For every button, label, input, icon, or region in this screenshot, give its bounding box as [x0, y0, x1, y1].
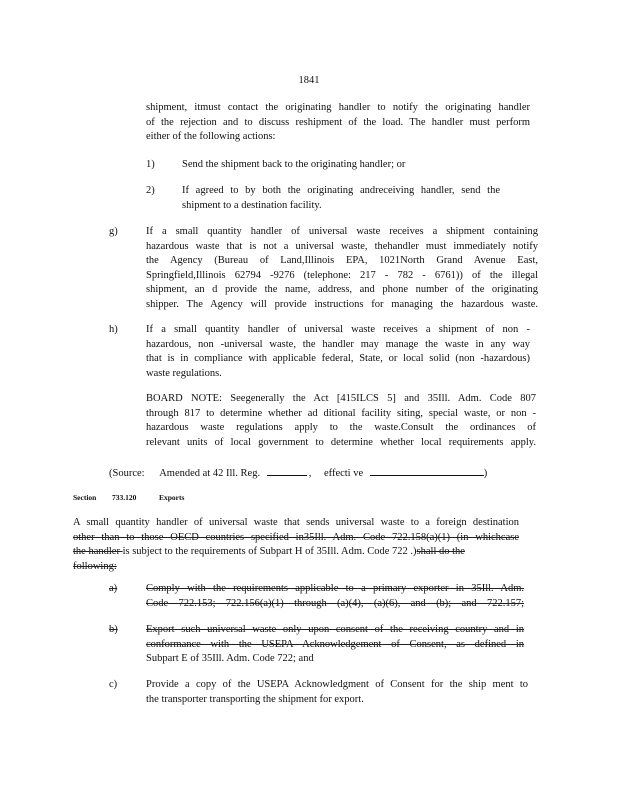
text-line: [73, 545, 519, 560]
text-line: BOARD NOTE: Seegenerally the Act [415ILCS 5] and 35Ill. Adm. Code 807: [146, 393, 536, 404]
text-line: waste regulations.: [146, 367, 222, 379]
section-label: Section: [73, 493, 97, 502]
paragraph-label-g: g): [109, 226, 118, 237]
normal-text: is subject to the requirements of Subpart H of 35Ill. Adm. Code 722 .): [122, 546, 417, 558]
item-a: [146, 582, 524, 611]
struck-text: the handler: [73, 546, 123, 558]
text-line: relevant units of local government to determine whether local requirements apply.: [146, 436, 536, 448]
struck-text-line: Code 722.153; 722.156(a)(1) through (a)(4), (a)(6), and (b); and 722.157;: [146, 597, 524, 609]
text-line: hazardous, non -universal waste, the handler may manage the waste in any way: [146, 338, 530, 350]
text-line: shipment, itmust contact the originating handler to notify the originating handler: [146, 102, 530, 113]
text-line: of the rejection and to discuss reshipment of the load. The handler must perform: [146, 116, 530, 128]
page-number: 1841: [298, 75, 320, 86]
section-number: 733.120: [112, 493, 137, 502]
text-line: the transporter transporting the shipment for export.: [146, 693, 364, 705]
text-line: If a small quantity handler of universal waste receives a shipment containing: [146, 226, 538, 237]
paragraph-h: [146, 323, 530, 381]
source-amended: Amended at 42 Ill. Reg.: [159, 468, 261, 479]
text-line: shipper. The Agency will provide instructions for managing the hazardous waste.: [146, 298, 538, 310]
text-line: If agreed to by both the originating andreceiving handler, send the: [182, 185, 500, 196]
struck-text-line: Export such universal waste only upon consent of the receiving country and in: [146, 624, 524, 635]
section-intro: [73, 516, 519, 574]
item-label-c: c): [109, 679, 118, 690]
source-blank-register: [267, 464, 307, 476]
paragraph-label-h: h): [109, 324, 118, 335]
text-line: hazardous waste regulations apply to the waste.Consult the ordinances of: [146, 422, 536, 434]
struck-text-line: Comply with the requirements applicable to a primary exporter in 35Ill. Adm.: [146, 583, 524, 594]
text-line: A small quantity handler of universal waste that sends universal waste to a foreign destination: [73, 517, 519, 528]
section-title: Exports: [159, 493, 185, 502]
source-separator: ,: [308, 468, 312, 479]
text-line: that is in compliance with applicable federal, State, or local solid (non -hazardous): [146, 353, 530, 365]
text-line: Send the shipment back to the originating handler; or: [182, 159, 406, 170]
source-blank-effective: [370, 464, 484, 476]
struck-text-line: conformance with the USEPA Acknowledgement of Consent, as defined in: [146, 638, 524, 650]
text-line: Springfield,Illinois 62794 -9276 (telephone: 217 - 782 - 6761)) of the illegal: [146, 269, 538, 281]
item-label-b: b): [109, 624, 118, 635]
item-b: [146, 623, 524, 667]
text-line: hazardous waste that is not a universal waste, thehandler must immediately notify: [146, 240, 538, 252]
list-item-text: [182, 184, 500, 213]
board-note: [146, 392, 536, 450]
source-close: ): [483, 468, 488, 479]
struck-text: shall do the: [416, 546, 465, 558]
text-line: either of the following actions:: [146, 131, 276, 143]
source-prefix: (Source:: [109, 468, 145, 479]
source-line: [109, 464, 529, 482]
text-line: the Agency (Bureau of Land,Illinois EPA, 1021North Grand Avenue East,: [146, 255, 538, 267]
item-c: [146, 678, 528, 707]
struck-text-line: other than to those OECD countries specified in35Ill. Adm. Code 722.158(a)(1) (in whichcase: [73, 531, 519, 543]
paragraph-g: [146, 225, 538, 313]
text-line: If a small quantity handler of universal waste receives a shipment of non -: [146, 324, 530, 335]
list-item-number: 2): [146, 185, 155, 196]
list-item-number: 1): [146, 159, 155, 170]
source-effective: effecti ve: [323, 468, 364, 479]
item-label-a: a): [109, 583, 118, 594]
text-line: shipment, an d provide the name, address, and phone number of the originating: [146, 284, 538, 296]
list-item-text: [182, 158, 512, 173]
text-line: through 817 to determine whether ad ditional facility siting, special waste, or non -: [146, 407, 536, 419]
text-line: Subpart E of 35Ill. Adm. Code 722; and: [146, 653, 314, 665]
paragraph-continuation: [146, 101, 530, 145]
text-line: Provide a copy of the USEPA Acknowledgment of Consent for the ship ment to: [146, 679, 528, 690]
struck-text-line: following:: [73, 560, 117, 572]
text-line: shipment to a destination facility.: [182, 199, 322, 211]
